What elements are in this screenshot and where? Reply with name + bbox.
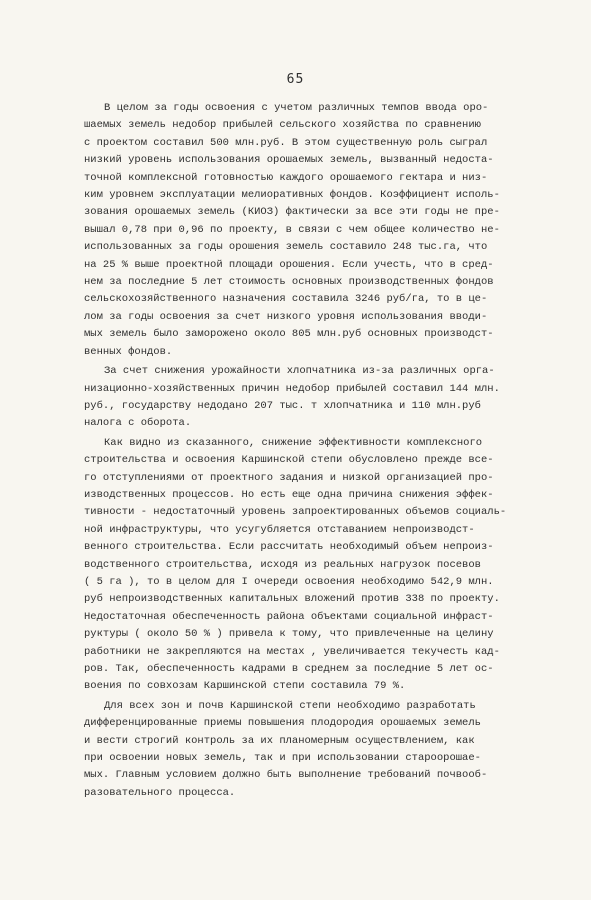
text-line: дифференцированные приемы повышения плодородия орошаемых земель (84, 717, 481, 730)
text-line: работники не закрепляются на местах , увеличивается текучесть кад- (84, 645, 500, 658)
text-line: ( 5 га ), то в целом для I очереди освоения необходимо 542,9 млн. (84, 575, 494, 588)
text-line: разовательного процесса. (84, 786, 236, 799)
text-line: при освоении новых земель, так и при использовании староорошае- (84, 752, 481, 765)
text-line: мых земель было заморожено около 805 млн.руб основных производст- (84, 328, 494, 341)
text-line: В целом за годы освоения с учетом различных темпов ввода оро- (104, 102, 489, 114)
text-line: За счет снижения урожайности хлопчатника из-за различных орга- (104, 365, 495, 378)
text-line: Для всех зон и почв Каршинской степи необходимо разработать (104, 699, 476, 712)
text-line: изводственных процессов. Но есть еще одна причина снижения эффек- (84, 488, 494, 501)
text-line: и вести строгий контроль за их планомерным осуществлением, как (84, 734, 475, 747)
body-text (84, 100, 530, 804)
text-line: воения по совхозам Каршинской степи составила 79 %. (84, 680, 406, 693)
text-line: лом за годы освоения за счет низкого уровня использования вводи- (84, 310, 488, 323)
page-number: 65 (286, 72, 305, 87)
text-line: Как видно из сказанного, снижение эффективности комплексного (104, 436, 483, 449)
text-line: шаемых земель недобор прибылей сельского хозяйства по сравнению (84, 119, 481, 132)
paragraph-2 (84, 363, 530, 433)
text-line: венных фондов. (84, 345, 173, 358)
text-line: тивности - недостаточный уровень запроектированных объемов социаль- (84, 506, 507, 519)
text-line: использованных за годы орошения земель составило 248 тыс.га, что (84, 241, 488, 254)
text-line: ров. Так, обеспеченность кадрами в среднем за последние 5 лет ос- (84, 663, 494, 675)
text-line: с проектом составил 500 млн.руб. В этом существенную роль сыграл (84, 136, 488, 149)
text-line: мых. Главным условием должно быть выполнение требований почвооб- (84, 769, 488, 782)
text-line: сельскохозяйственного назначения составила 3246 руб/га, то в цe- (84, 293, 488, 306)
text-line: точной комплексной готовностью каждого орошаемого гектара и низ- (84, 171, 488, 184)
text-line: налога с оборота. (84, 417, 192, 430)
text-line: на 25 % выше проектной площади орошения. Если учесть, что в сред- (84, 258, 494, 271)
text-line: вышал 0,78 при 0,96 по проекту, в связи с чем общее количество не- (84, 223, 500, 236)
text-line: руб., государству недодано 207 тыс. т хлопчатника и 110 млн.руб (84, 399, 481, 412)
text-line: зования орошаемых земель (КИОЗ) фактически за все эти годы не пре- (84, 206, 500, 219)
text-line: строительства и освоения Каршинской степи обусловлено прежде все- (84, 454, 494, 467)
text-line: нем за последние 5 лет стоимость основных производственных фондов (84, 276, 494, 289)
text-line: ной инфраструктуры, что усугубляется отставанием непроизводст- (84, 523, 475, 536)
text-line: руб непроизводственных капитальных вложений против 338 по проекту. (84, 593, 500, 606)
paragraph-4 (84, 698, 530, 802)
text-line: ким уровнем эксплуатации мелиоративных фондов. Коэффициент исполь- (84, 189, 500, 202)
text-line: венного строительства. Если рассчитать необходимый объем непроиз- (84, 541, 494, 554)
text-line: го отступлениями от проектного задания и низкой организацией про- (84, 471, 494, 484)
text-line: низационно-хозяйственных причин недобор прибылей составил 144 млн. (84, 382, 500, 395)
paragraph-1 (84, 100, 530, 361)
paragraph-3 (84, 435, 530, 696)
text-line: низкий уровень использования орошаемых земель, вызванный недоста- (84, 154, 494, 167)
text-line: Недостаточная обеспеченность района объектами социальной инфраст- (84, 610, 494, 623)
text-line: руктуры ( около 50 % ) привела к тому, что привлеченные на целину (84, 628, 494, 641)
text-line: водственного строительства, исходя из реальных нагрузок посевов (84, 558, 481, 571)
